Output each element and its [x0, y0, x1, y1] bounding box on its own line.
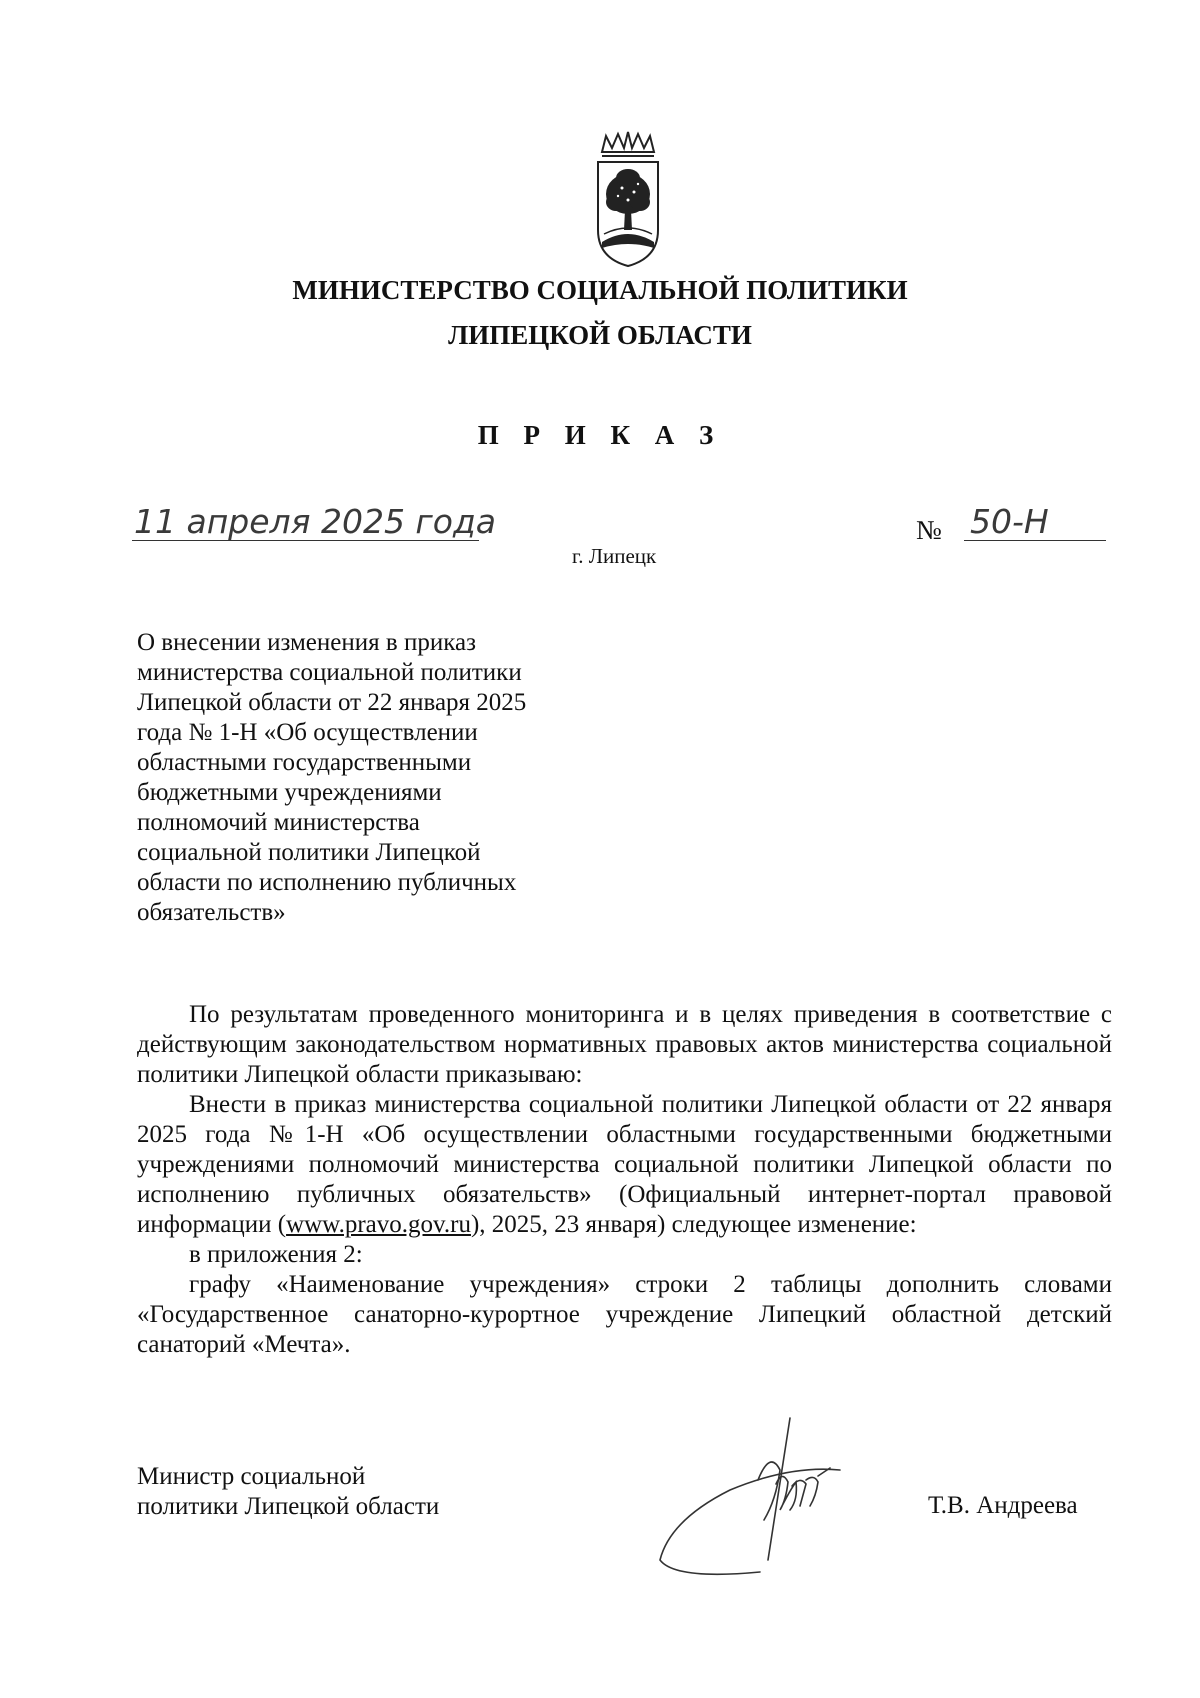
pravo-link[interactable]: www.pravo.gov.ru [286, 1211, 471, 1238]
subject-line: бюджетными учреждениями [137, 779, 442, 806]
body-paragraph-2-text: Внести в приказ министерства социальной политики Липецкой области от 22 января 2025 года №1-Н «Об осуществлении областными государственными бюджетными учреждениями полномочий министерства социальной политики Липецкой области по исполнению публичных обязательств» (Официальный интернет-портал правовой информации ( [137, 1091, 1112, 1238]
body-paragraph-3: в приложения 2: [189, 1241, 363, 1268]
body-paragraph-4: графу «Наименование учреждения» строки 2 таблицы дополнить словами «Государственное санаторно-курортное учреждение Липецкий областной детский санаторий «Мечта». [137, 1271, 1112, 1358]
subject-line: года № 1-Н «Об осуществлении [137, 719, 478, 746]
signer-position-line1: Министр социальной [137, 1463, 366, 1490]
subject-line: области по исполнению публичных [137, 869, 517, 896]
ministry-name-line1: МИНИСТЕРСТВО СОЦИАЛЬНОЙ ПОЛИТИКИ [292, 275, 908, 305]
handwritten-signature [640, 1410, 860, 1590]
subject-line: Липецкой области от 22 января 2025 [137, 689, 527, 716]
body-paragraph-1: По результатам проведенного мониторинга и в целях приведения в соответствие с действующим законодательством нормативных правовых актов министерства социальной политики Липецкой области приказываю: [137, 1001, 1112, 1088]
coat-of-arms-emblem [588, 130, 668, 270]
subject-line: полномочий министерства [137, 809, 420, 836]
subject-line: областными государственными [137, 749, 472, 776]
order-body [137, 1000, 1112, 1360]
body-paragraph-2-tail: ), 2025, 23 января) следующее изменение: [470, 1211, 917, 1238]
city-label: г. Липецк [572, 544, 657, 568]
signer-position [137, 1462, 439, 1522]
body-paragraph-2 [137, 1090, 1112, 1240]
subject-line: обязательств» [137, 899, 286, 926]
order-title: П Р И К А З [477, 420, 723, 450]
subject-line: О внесении изменения в приказ [137, 629, 476, 656]
number-sign: № [916, 515, 942, 545]
ministry-name-line2: ЛИПЕЦКОЙ ОБЛАСТИ [448, 320, 752, 350]
handwritten-date: 11 апреля 2025 года [134, 502, 497, 541]
subject-line: министерства социальной политики [137, 659, 522, 686]
signer-name: Т.В. Андреева [928, 1492, 1078, 1519]
subject-line: социальной политики Липецкой [137, 839, 481, 866]
handwritten-number: 50-Н [964, 504, 1106, 541]
subject-block [137, 628, 557, 928]
signer-position-line2: политики Липецкой области [137, 1493, 440, 1520]
